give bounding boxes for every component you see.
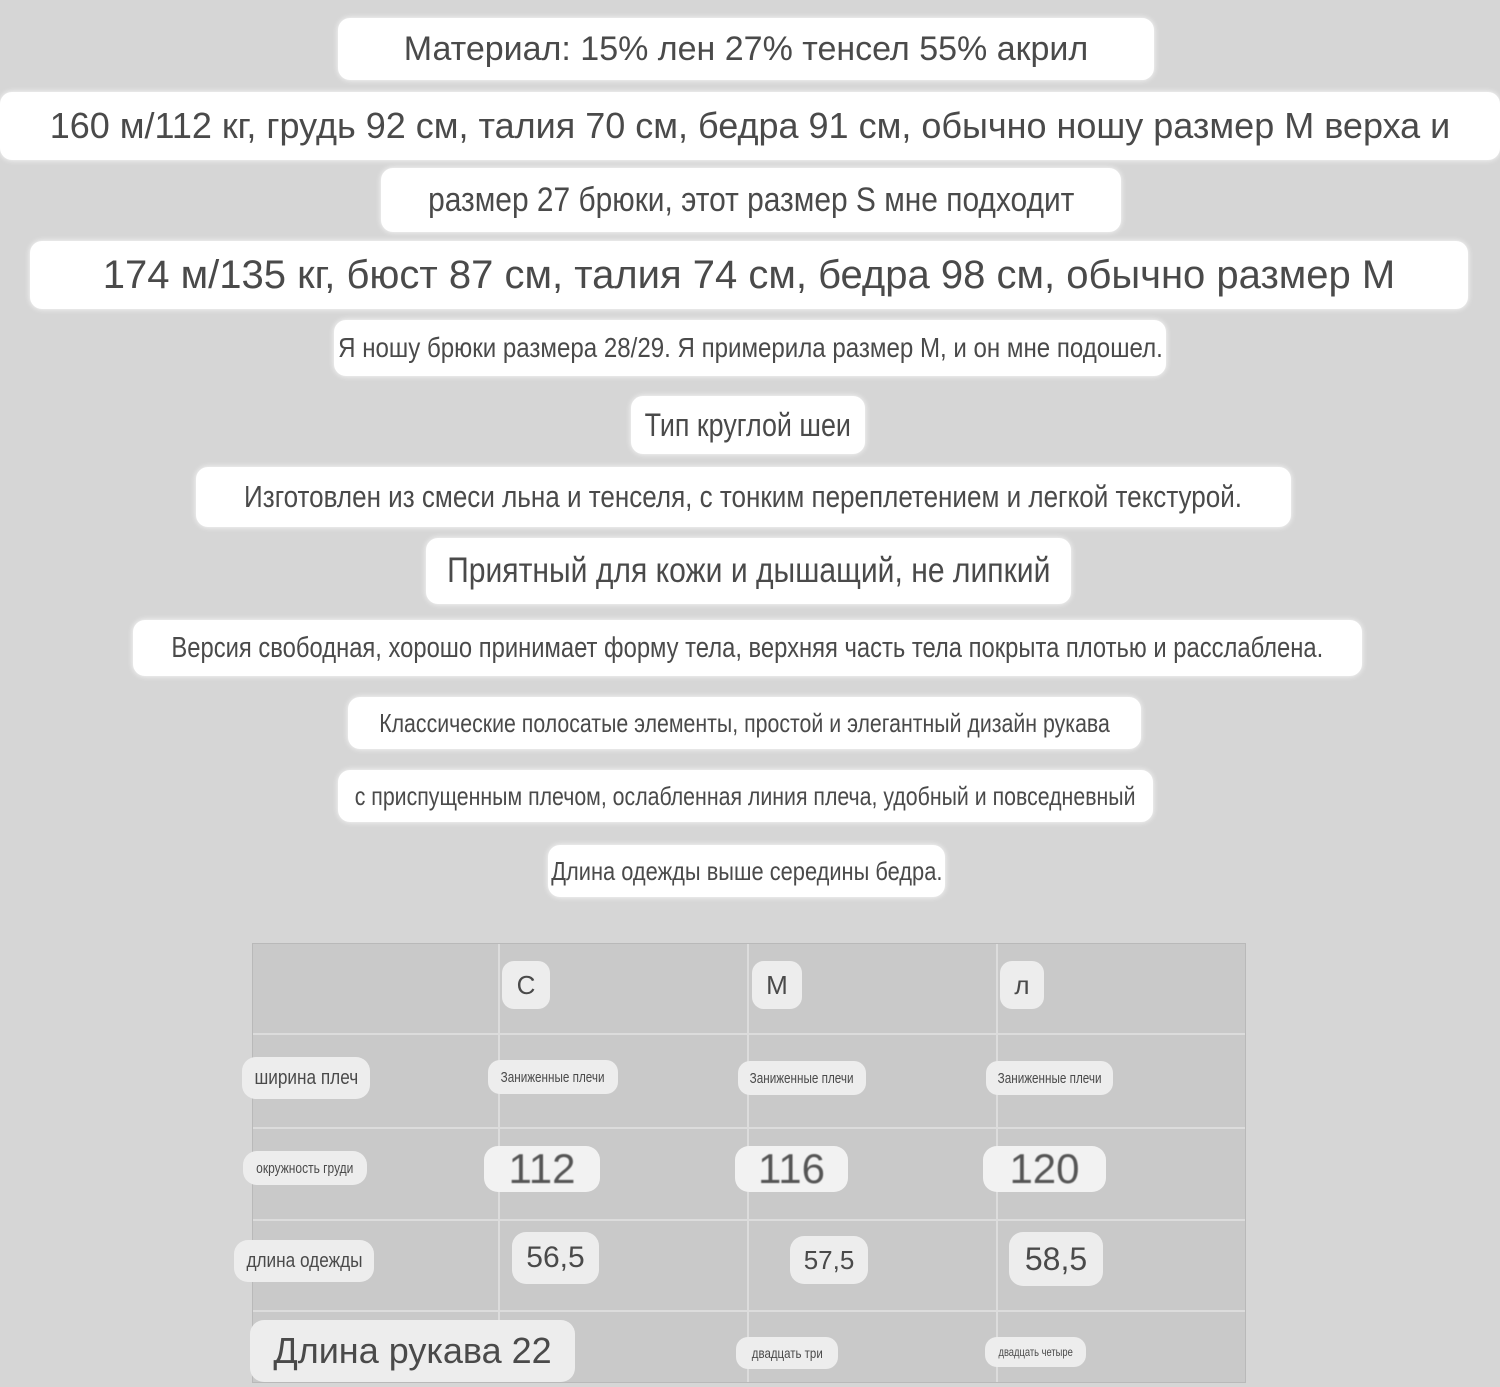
model1-line-a	[0, 92, 1500, 160]
cell-text: 57,5	[803, 1244, 855, 1275]
model1-line-b	[381, 168, 1121, 232]
size-header-label: М	[766, 969, 788, 1000]
model2-text-b: Я ношу брюки размера 28/29. Я примерила размер М, и он мне подошел.	[337, 332, 1163, 363]
fit-text: Версия свободная, хорошо принимает форму тела, верхняя часть тела покрыта плотью и расслаблена.	[171, 631, 1324, 664]
length-text: Длина одежды выше середины бедра.	[550, 855, 943, 886]
row-label-text: Длина рукава 22	[273, 1330, 552, 1371]
cell-text: 112	[508, 1146, 576, 1192]
size-header-s	[502, 961, 550, 1009]
row-label-shoulder-width	[242, 1057, 370, 1099]
stripes-line	[348, 697, 1141, 749]
cell-text: Заниженные плечи	[750, 1069, 854, 1087]
comfort-line	[426, 538, 1071, 604]
model1-text-a: 160 м/112 кг, грудь 92 см, талия 70 см, бедра 91 см, обычно ношу размер М верха и	[49, 105, 1451, 146]
row-label-text: длина одежды	[245, 1249, 363, 1272]
cell-chest-m	[735, 1146, 848, 1192]
cell-length-m	[790, 1236, 868, 1284]
fit-line	[133, 620, 1362, 676]
fabric-line	[196, 467, 1291, 527]
comfort-text: Приятный для кожи и дышащий, не липкий	[446, 551, 1051, 590]
table-divider	[253, 1127, 1245, 1129]
row-label-length	[234, 1240, 374, 1282]
neck-line	[631, 396, 865, 454]
cell-length-s	[512, 1232, 599, 1284]
cell-text: 120	[1009, 1146, 1080, 1192]
material-text: Материал: 15% лен 27% тенсел 55% акрил	[403, 29, 1089, 68]
table-divider	[253, 1033, 1245, 1035]
cell-sleeve-m	[736, 1337, 838, 1369]
cell-shoulder-m	[738, 1061, 866, 1095]
cell-shoulder-s	[488, 1060, 618, 1094]
length-line	[548, 845, 945, 897]
cell-chest-s	[484, 1146, 600, 1192]
cell-chest-l	[983, 1146, 1106, 1192]
cell-shoulder-l	[986, 1061, 1113, 1095]
size-header-l	[1000, 961, 1044, 1009]
size-header-label: С	[516, 969, 536, 1000]
cell-length-l	[1009, 1232, 1103, 1286]
table-divider	[253, 1310, 1245, 1312]
row-label-sleeve	[250, 1320, 575, 1382]
model2-line-a	[30, 241, 1468, 309]
row-label-text: окружность груди	[256, 1159, 354, 1177]
model2-text-a: 174 м/135 кг, бюст 87 см, талия 74 см, бедра 98 см, обычно размер М	[102, 252, 1396, 297]
neck-text: Тип круглой шеи	[644, 406, 852, 443]
table-divider	[253, 1219, 1245, 1221]
cell-text: двадцать четыре	[998, 1345, 1073, 1359]
shoulder-text: с приспущенным плечом, ослабленная линия плеча, удобный и повседневный	[355, 780, 1136, 811]
model1-text-b: размер 27 брюки, этот размер S мне подходит	[427, 180, 1075, 219]
cell-text: Заниженные плечи	[997, 1069, 1102, 1087]
stripes-text: Классические полосатые элементы, простой и элегантный дизайн рукава	[379, 707, 1110, 738]
cell-text: 116	[758, 1146, 825, 1192]
row-label-text: ширина плеч	[254, 1066, 358, 1089]
cell-sleeve-l	[985, 1337, 1086, 1367]
material-line	[338, 18, 1154, 80]
model2-line-b	[334, 320, 1166, 376]
size-header-label: л	[1014, 969, 1030, 1000]
cell-text: 56,5	[526, 1241, 585, 1274]
row-label-chest	[243, 1151, 367, 1185]
size-header-m	[752, 961, 802, 1009]
cell-text: Заниженные плечи	[501, 1068, 605, 1086]
cell-text: 58,5	[1024, 1240, 1088, 1277]
fabric-text: Изготовлен из смеси льна и тенселя, с тонким переплетением и легкой текстурой.	[244, 479, 1243, 514]
shoulder-line	[338, 770, 1153, 822]
cell-text: двадцать три	[751, 1345, 823, 1361]
